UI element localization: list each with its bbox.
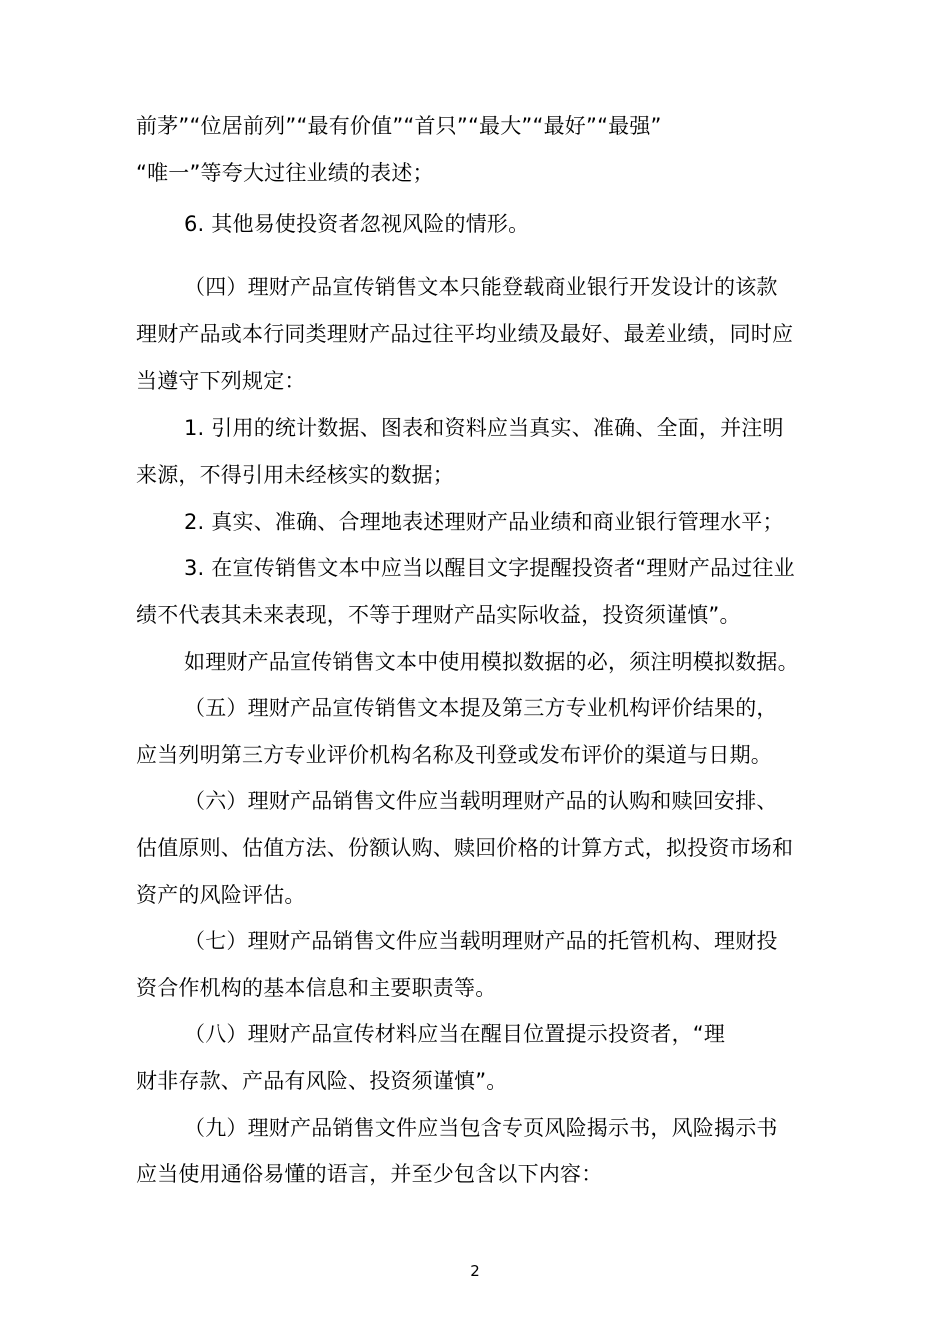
- text-line-23: 应当使用通俗易懂的语言，并至少包含以下内容：: [136, 1162, 603, 1186]
- text-line-1: 前茅”“位居前列”“最有价值”“首只”“最大”“最好”“最强”: [136, 114, 662, 138]
- text-line-9: 2. 真实、准确、合理地表述理财产品业绩和商业银行管理水平；: [184, 510, 784, 534]
- page-number: 2: [470, 1262, 480, 1280]
- text-line-4: （四）理财产品宣传销售文本只能登载商业银行开发设计的该款: [184, 275, 778, 299]
- text-line-19: 资合作机构的基本信息和主要职责等。: [136, 976, 497, 1000]
- text-line-22: （九）理财产品销售文件应当包含专页风险揭示书，风险揭示书: [184, 1116, 778, 1140]
- text-line-7: 1. 引用的统计数据、图表和资料应当真实、准确、全面，并注明: [184, 416, 784, 440]
- text-line-5: 理财产品或本行同类理财产品过往平均业绩及最好、最差业绩，同时应: [136, 322, 794, 346]
- text-line-3: 6. 其他易使投资者忽视风险的情形。: [184, 212, 530, 236]
- text-line-2: “唯一”等夸大过往业绩的表述；: [136, 161, 434, 185]
- text-line-15: （六）理财产品销售文件应当载明理财产品的认购和赎回安排、: [184, 789, 778, 813]
- text-line-12: 如理财产品宣传销售文本中使用模拟数据的必，须注明模拟数据。: [184, 650, 799, 674]
- text-line-6: 当遵守下列规定：: [136, 369, 306, 393]
- text-line-8: 来源，不得引用未经核实的数据；: [136, 463, 454, 487]
- text-line-18: （七）理财产品销售文件应当载明理财产品的托管机构、理财投: [184, 929, 778, 953]
- text-line-14: 应当列明第三方专业评价机构名称及刊登或发布评价的渠道与日期。: [136, 743, 772, 767]
- text-line-21: 财非存款、产品有风险、投资须谨慎”。: [136, 1069, 508, 1093]
- text-line-17: 资产的风险评估。: [136, 883, 306, 907]
- text-line-20: （八）理财产品宣传材料应当在醒目位置提示投资者，“理: [184, 1022, 726, 1046]
- text-line-13: （五）理财产品宣传销售文本提及第三方专业机构评价结果的，: [184, 696, 778, 720]
- text-line-11: 绩不代表其未来表现，不等于理财产品实际收益，投资须谨慎”。: [136, 603, 741, 627]
- text-line-10: 3. 在宣传销售文本中应当以醒目文字提醒投资者“理财产品过往业: [184, 556, 795, 580]
- text-line-16: 估值原则、估值方法、份额认购、赎回价格的计算方式，拟投资市场和: [136, 836, 794, 860]
